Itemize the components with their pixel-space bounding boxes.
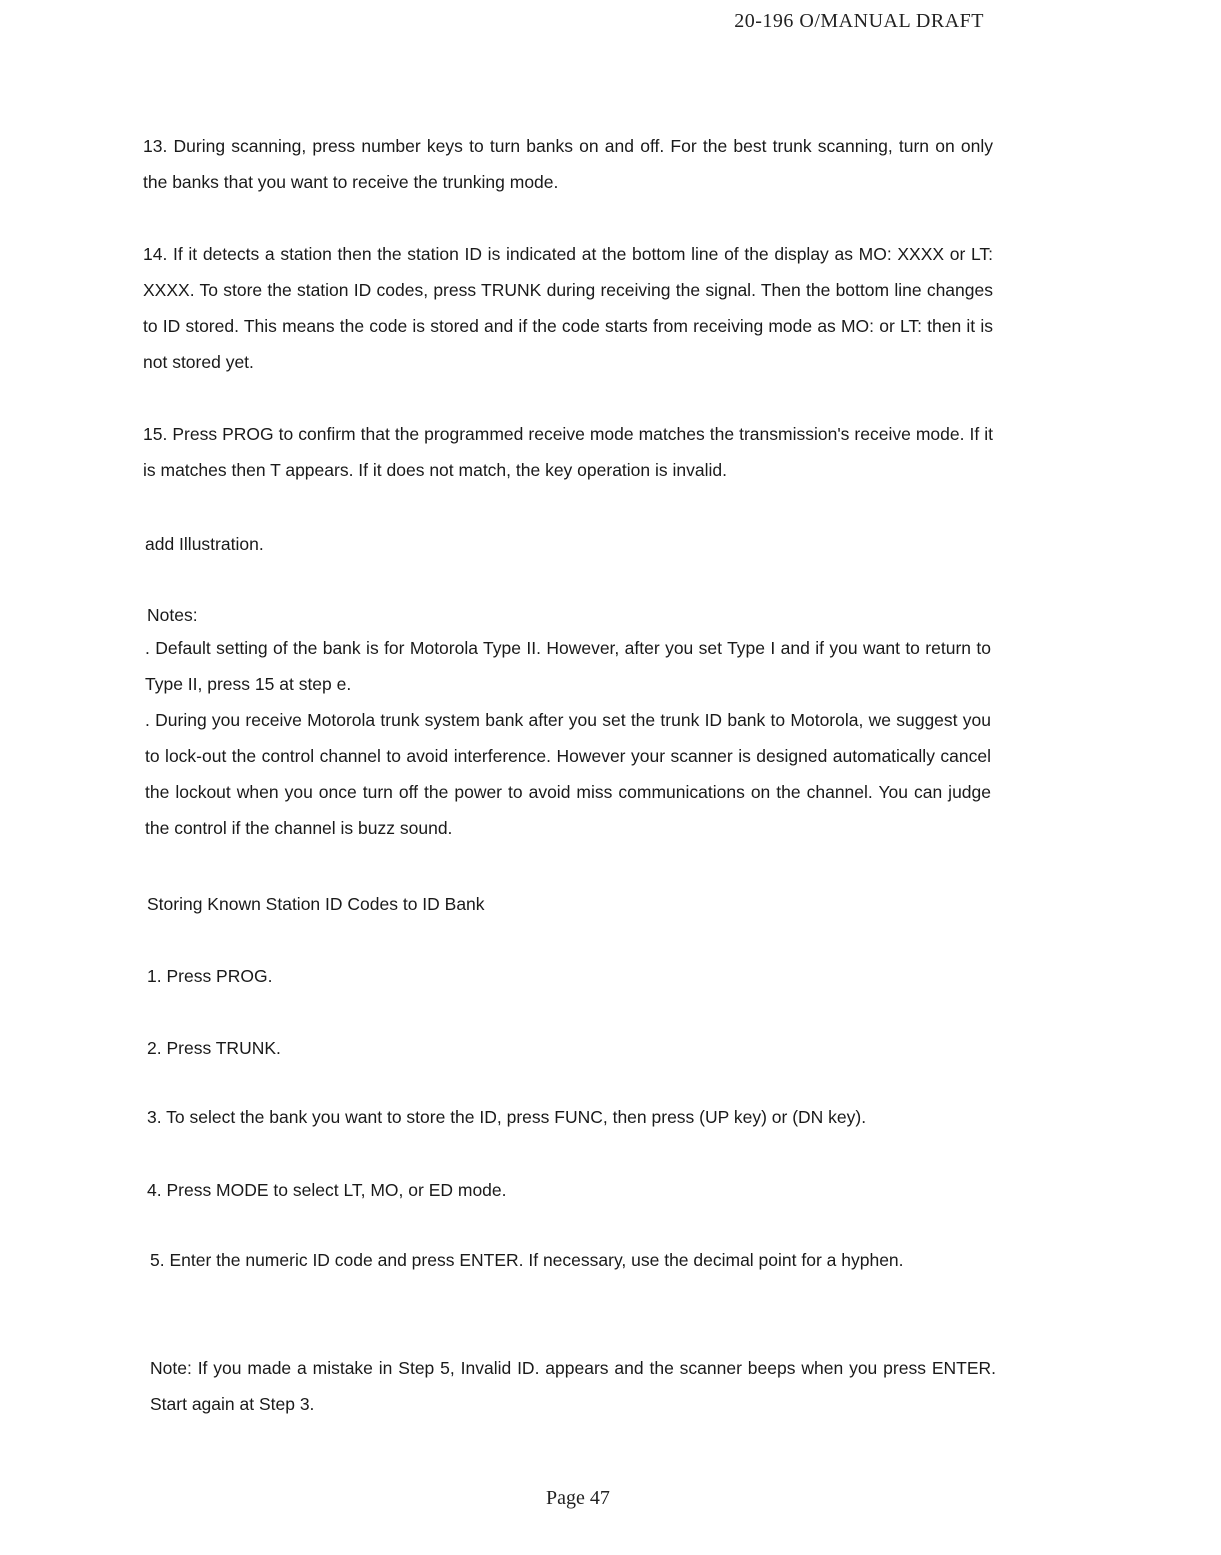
paragraph-step-14: 14. If it detects a station then the station ID is indicated at the bottom line of the display as MO: XXXX or LT: XXXX. To store the station ID codes, press TRUNK during receiving the signal. Then the bottom line changes to ID stored. This means the code is stored and if the code starts from receiving mode as MO: or LT: then it is not stored yet.: [143, 244, 993, 372]
step-3: 3. To select the bank you want to store the ID, press FUNC, then press (UP key) or (DN key).: [147, 1107, 867, 1127]
notes-heading: Notes:: [147, 605, 198, 625]
final-note: Note: If you made a mistake in Step 5, Invalid ID. appears and the scanner beeps when you press ENTER. Start again at Step 3.: [150, 1358, 996, 1414]
step-5: 5. Enter the numeric ID code and press ENTER. If necessary, use the decimal point for a hyphen.: [150, 1250, 904, 1270]
step-4: 4. Press MODE to select LT, MO, or ED mode.: [147, 1180, 507, 1200]
note-item-lockout: . During you receive Motorola trunk system bank after you set the trunk ID bank to Motorola, we suggest you to lock-out the control channel to avoid interference. However your scanner is designed automatically cancel the lockout when you once turn off the power to avoid miss communications on the channel. You can judge the control if the channel is buzz sound.: [145, 710, 991, 838]
document-header-title: 20-196 O/MANUAL DRAFT: [734, 10, 984, 32]
section-heading: Storing Known Station ID Codes to ID Bank: [147, 894, 485, 914]
page-number: Page 47: [546, 1487, 610, 1509]
note-item-default-setting: . Default setting of the bank is for Motorola Type II. However, after you set Type I and if you want to return to Type II, press 15 at step e.: [145, 638, 991, 694]
paragraph-step-15: 15. Press PROG to confirm that the programmed receive mode matches the transmission's receive mode. If it is matches then T appears. If it does not match, the key operation is invalid.: [143, 424, 993, 480]
add-illustration-note: add Illustration.: [145, 534, 264, 554]
step-1: 1. Press PROG.: [147, 966, 273, 986]
step-2: 2. Press TRUNK.: [147, 1038, 281, 1058]
paragraph-step-13: 13. During scanning, press number keys to turn banks on and off. For the best trunk scanning, turn on only the banks that you want to receive the trunking mode.: [143, 136, 993, 192]
